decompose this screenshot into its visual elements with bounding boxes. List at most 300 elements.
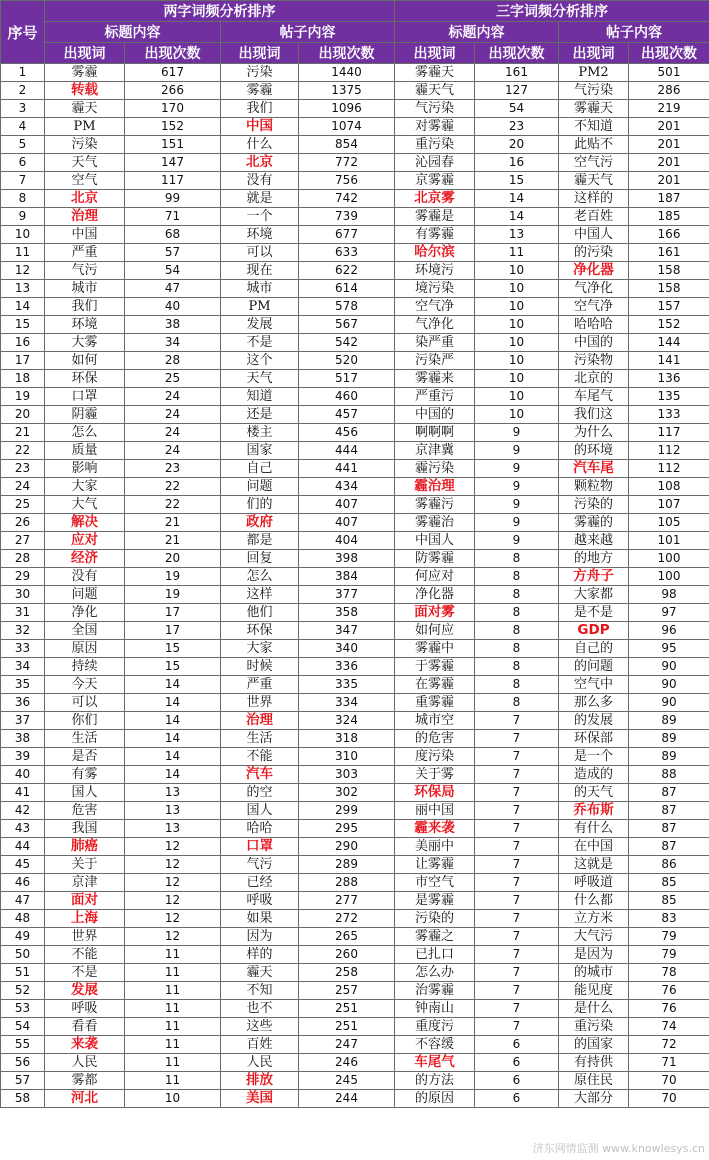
- count-cell: 334: [299, 694, 395, 712]
- table-row: [1, 82, 709, 100]
- count-cell: 100: [629, 568, 709, 586]
- word-cell: 持续: [45, 658, 125, 676]
- word-cell: 严重污: [395, 388, 475, 406]
- word-cell: 回复: [221, 550, 299, 568]
- word-cell: 城市: [45, 280, 125, 298]
- count-cell: 38: [125, 316, 221, 334]
- word-cell: 净化: [45, 604, 125, 622]
- count-cell: 22: [125, 496, 221, 514]
- word-cell: 大家: [45, 478, 125, 496]
- count-cell: 1096: [299, 100, 395, 118]
- word-cell: 车尾气: [559, 388, 629, 406]
- table-row: [1, 154, 709, 172]
- count-cell: 96: [629, 622, 709, 640]
- word-cell: 空气污: [559, 154, 629, 172]
- count-cell: 74: [629, 1018, 709, 1036]
- count-cell: 24: [125, 442, 221, 460]
- count-cell: 286: [629, 82, 709, 100]
- word-cell: 污染: [45, 136, 125, 154]
- count-cell: 97: [629, 604, 709, 622]
- count-cell: 70: [629, 1072, 709, 1090]
- table-row: [1, 226, 709, 244]
- word-cell: 哈哈哈: [559, 316, 629, 334]
- word-cell: 雾霾: [221, 82, 299, 100]
- word-cell: 原住民: [559, 1072, 629, 1090]
- seq-cell: 19: [1, 388, 45, 406]
- count-cell: 11: [125, 1000, 221, 1018]
- word-cell: 知道: [221, 388, 299, 406]
- word-cell: 重雾霾: [395, 694, 475, 712]
- count-cell: 20: [125, 550, 221, 568]
- seq-cell: 39: [1, 748, 45, 766]
- count-cell: 8: [475, 658, 559, 676]
- word-cell: 我国: [45, 820, 125, 838]
- word-cell: 就是: [221, 190, 299, 208]
- word-cell: 样的: [221, 946, 299, 964]
- count-cell: 87: [629, 838, 709, 856]
- count-cell: 318: [299, 730, 395, 748]
- count-cell: 14: [125, 748, 221, 766]
- word-cell: 你们: [45, 712, 125, 730]
- count-cell: 277: [299, 892, 395, 910]
- count-cell: 90: [629, 694, 709, 712]
- two-char-header: 两字词频分析排序: [45, 1, 395, 22]
- count-cell: 622: [299, 262, 395, 280]
- count-cell: 47: [125, 280, 221, 298]
- count-cell: 9: [475, 514, 559, 532]
- count-cell: 8: [475, 622, 559, 640]
- count-cell: 90: [629, 676, 709, 694]
- count-cell: 517: [299, 370, 395, 388]
- count-cell: 78: [629, 964, 709, 982]
- word-cell: 已经: [221, 874, 299, 892]
- word-cell: 可以: [45, 694, 125, 712]
- word-cell: 国人: [45, 784, 125, 802]
- word-cell: 雾霾污: [395, 496, 475, 514]
- count-cell: 87: [629, 802, 709, 820]
- table-row: [1, 298, 709, 316]
- seq-cell: 8: [1, 190, 45, 208]
- word-cell: 自己的: [559, 640, 629, 658]
- word-cell: 不知道: [559, 118, 629, 136]
- word-cell: 时候: [221, 658, 299, 676]
- table-row: [1, 388, 709, 406]
- count-cell: 100: [629, 550, 709, 568]
- word-header: 出现词: [395, 43, 475, 64]
- count-cell: 7: [475, 784, 559, 802]
- count-cell: 1440: [299, 64, 395, 82]
- seq-cell: 25: [1, 496, 45, 514]
- count-cell: 441: [299, 460, 395, 478]
- table-row: [1, 532, 709, 550]
- count-header: 出现次数: [299, 43, 395, 64]
- word-cell: 霾来袭: [395, 820, 475, 838]
- word-cell: 因为: [221, 928, 299, 946]
- count-cell: 24: [125, 388, 221, 406]
- table-row: [1, 658, 709, 676]
- seq-cell: 23: [1, 460, 45, 478]
- word-cell: 净化器: [395, 586, 475, 604]
- word-cell: 肺癌: [45, 838, 125, 856]
- count-cell: 11: [475, 244, 559, 262]
- seq-cell: 44: [1, 838, 45, 856]
- word-cell: 气净化: [559, 280, 629, 298]
- word-cell: 越来越: [559, 532, 629, 550]
- seq-cell: 42: [1, 802, 45, 820]
- count-cell: 7: [475, 838, 559, 856]
- seq-cell: 47: [1, 892, 45, 910]
- count-cell: 10: [475, 388, 559, 406]
- table-row: [1, 550, 709, 568]
- count-cell: 7: [475, 820, 559, 838]
- table-row: [1, 604, 709, 622]
- word-cell: 重污染: [559, 1018, 629, 1036]
- count-cell: 324: [299, 712, 395, 730]
- word-cell: 污染严: [395, 352, 475, 370]
- word-cell: 严重: [45, 244, 125, 262]
- word-cell: 都是: [221, 532, 299, 550]
- count-cell: 76: [629, 982, 709, 1000]
- count-cell: 295: [299, 820, 395, 838]
- word-cell: 是一个: [559, 748, 629, 766]
- count-cell: 14: [125, 766, 221, 784]
- word-cell: 环境: [45, 316, 125, 334]
- count-cell: 335: [299, 676, 395, 694]
- word-cell: 今天: [45, 676, 125, 694]
- count-cell: 34: [125, 334, 221, 352]
- seq-cell: 11: [1, 244, 45, 262]
- word-cell: 净化器: [559, 262, 629, 280]
- word-cell: 那么多: [559, 694, 629, 712]
- count-cell: 83: [629, 910, 709, 928]
- seq-cell: 7: [1, 172, 45, 190]
- word-cell: 什么都: [559, 892, 629, 910]
- seq-cell: 20: [1, 406, 45, 424]
- count-cell: 201: [629, 154, 709, 172]
- count-cell: 201: [629, 172, 709, 190]
- count-cell: 9: [475, 478, 559, 496]
- count-cell: 7: [475, 1018, 559, 1036]
- seq-cell: 38: [1, 730, 45, 748]
- count-cell: 68: [125, 226, 221, 244]
- word-cell: 污染: [221, 64, 299, 82]
- table-row: [1, 1054, 709, 1072]
- word-cell: 可以: [221, 244, 299, 262]
- table-row: [1, 892, 709, 910]
- word-cell: 的天气: [559, 784, 629, 802]
- table-row: [1, 874, 709, 892]
- count-cell: 107: [629, 496, 709, 514]
- count-cell: 12: [125, 928, 221, 946]
- count-cell: 57: [125, 244, 221, 262]
- seq-cell: 16: [1, 334, 45, 352]
- word-cell: 造成的: [559, 766, 629, 784]
- count-cell: 14: [125, 676, 221, 694]
- word-cell: 的空: [221, 784, 299, 802]
- seq-cell: 55: [1, 1036, 45, 1054]
- seq-cell: 26: [1, 514, 45, 532]
- three-title-content-header: 标题内容: [395, 22, 559, 43]
- count-cell: 16: [475, 154, 559, 172]
- seq-cell: 12: [1, 262, 45, 280]
- count-cell: 24: [125, 406, 221, 424]
- count-cell: 54: [475, 100, 559, 118]
- word-cell: 此贴不: [559, 136, 629, 154]
- word-cell: 中国: [221, 118, 299, 136]
- word-cell: 这就是: [559, 856, 629, 874]
- count-cell: 79: [629, 946, 709, 964]
- count-cell: 542: [299, 334, 395, 352]
- count-cell: 251: [299, 1018, 395, 1036]
- word-cell: 河北: [45, 1090, 125, 1108]
- count-cell: 266: [125, 82, 221, 100]
- seq-cell: 22: [1, 442, 45, 460]
- table-row: [1, 280, 709, 298]
- word-cell: 空气: [45, 172, 125, 190]
- count-cell: 260: [299, 946, 395, 964]
- word-cell: 乔布斯: [559, 802, 629, 820]
- count-cell: 6: [475, 1054, 559, 1072]
- count-cell: 11: [125, 1036, 221, 1054]
- word-cell: 环保: [45, 370, 125, 388]
- word-cell: PM: [45, 118, 125, 136]
- word-cell: 已扎口: [395, 946, 475, 964]
- count-cell: 12: [125, 874, 221, 892]
- count-cell: 1074: [299, 118, 395, 136]
- seq-cell: 27: [1, 532, 45, 550]
- word-cell: 环保局: [395, 784, 475, 802]
- count-cell: 15: [475, 172, 559, 190]
- word-cell: 境污染: [395, 280, 475, 298]
- count-cell: 158: [629, 280, 709, 298]
- count-cell: 457: [299, 406, 395, 424]
- count-cell: 141: [629, 352, 709, 370]
- count-cell: 201: [629, 118, 709, 136]
- word-cell: 这样的: [559, 190, 629, 208]
- word-cell: 让雾霾: [395, 856, 475, 874]
- word-cell: 环保: [221, 622, 299, 640]
- count-cell: 9: [475, 460, 559, 478]
- word-cell: 国人: [221, 802, 299, 820]
- count-cell: 10: [475, 298, 559, 316]
- word-cell: 污染的: [559, 496, 629, 514]
- word-cell: 百姓: [221, 1036, 299, 1054]
- word-cell: 气污染: [559, 82, 629, 100]
- count-cell: 633: [299, 244, 395, 262]
- word-cell: 是否: [45, 748, 125, 766]
- word-cell: 排放: [221, 1072, 299, 1090]
- word-cell: 何应对: [395, 568, 475, 586]
- count-cell: 166: [629, 226, 709, 244]
- table-row: [1, 442, 709, 460]
- count-cell: 117: [629, 424, 709, 442]
- word-cell: 应对: [45, 532, 125, 550]
- seq-cell: 24: [1, 478, 45, 496]
- word-cell: 自己: [221, 460, 299, 478]
- count-cell: 15: [125, 658, 221, 676]
- word-cell: 在中国: [559, 838, 629, 856]
- count-cell: 1375: [299, 82, 395, 100]
- word-cell: 防雾霾: [395, 550, 475, 568]
- seq-cell: 6: [1, 154, 45, 172]
- count-cell: 71: [125, 208, 221, 226]
- count-cell: 404: [299, 532, 395, 550]
- word-cell: 钟南山: [395, 1000, 475, 1018]
- word-cell: 呼吸道: [559, 874, 629, 892]
- count-cell: 10: [475, 280, 559, 298]
- word-cell: 一个: [221, 208, 299, 226]
- count-cell: 854: [299, 136, 395, 154]
- word-cell: 中国的: [395, 406, 475, 424]
- word-cell: 雾霾天: [559, 100, 629, 118]
- count-cell: 9: [475, 424, 559, 442]
- count-cell: 12: [125, 838, 221, 856]
- word-cell: 重度污: [395, 1018, 475, 1036]
- three-post-content-header: 帖子内容: [559, 22, 709, 43]
- word-cell: 有雾: [45, 766, 125, 784]
- count-cell: 6: [475, 1072, 559, 1090]
- seq-cell: 51: [1, 964, 45, 982]
- seq-cell: 41: [1, 784, 45, 802]
- count-cell: 11: [125, 1018, 221, 1036]
- word-header: 出现词: [221, 43, 299, 64]
- table-row: [1, 568, 709, 586]
- seq-cell: 4: [1, 118, 45, 136]
- count-cell: 21: [125, 532, 221, 550]
- count-cell: 24: [125, 424, 221, 442]
- word-cell: 空气净: [395, 298, 475, 316]
- table-row: [1, 838, 709, 856]
- count-cell: 8: [475, 604, 559, 622]
- count-cell: 11: [125, 964, 221, 982]
- count-cell: 7: [475, 892, 559, 910]
- table-row: [1, 316, 709, 334]
- count-cell: 15: [125, 640, 221, 658]
- table-row: [1, 118, 709, 136]
- word-cell: 城市空: [395, 712, 475, 730]
- count-cell: 151: [125, 136, 221, 154]
- word-cell: 我们: [45, 298, 125, 316]
- word-cell: 北京雾: [395, 190, 475, 208]
- count-cell: 289: [299, 856, 395, 874]
- count-cell: 95: [629, 640, 709, 658]
- count-cell: 9: [475, 496, 559, 514]
- word-cell: 面对雾: [395, 604, 475, 622]
- word-cell: 问题: [45, 586, 125, 604]
- table-row: [1, 1018, 709, 1036]
- word-cell: 霾治理: [395, 478, 475, 496]
- word-cell: 于雾霾: [395, 658, 475, 676]
- word-cell: 雾霾是: [395, 208, 475, 226]
- table-row: [1, 820, 709, 838]
- word-cell: 北京: [45, 190, 125, 208]
- count-cell: 358: [299, 604, 395, 622]
- count-cell: 23: [475, 118, 559, 136]
- word-cell: 雾霾治: [395, 514, 475, 532]
- word-cell: 雾霾天: [395, 64, 475, 82]
- word-cell: 原因: [45, 640, 125, 658]
- count-cell: 90: [629, 658, 709, 676]
- word-cell: 治雾霾: [395, 982, 475, 1000]
- count-cell: 7: [475, 730, 559, 748]
- word-cell: 啊啊啊: [395, 424, 475, 442]
- word-cell: 来袭: [45, 1036, 125, 1054]
- table-row: [1, 100, 709, 118]
- count-cell: 6: [475, 1090, 559, 1108]
- word-cell: 中国: [45, 226, 125, 244]
- count-cell: 384: [299, 568, 395, 586]
- word-cell: 雾霾中: [395, 640, 475, 658]
- seq-cell: 10: [1, 226, 45, 244]
- word-cell: 美国: [221, 1090, 299, 1108]
- count-cell: 25: [125, 370, 221, 388]
- word-cell: 的环境: [559, 442, 629, 460]
- word-cell: 解决: [45, 514, 125, 532]
- count-cell: 117: [125, 172, 221, 190]
- word-cell: 北京的: [559, 370, 629, 388]
- word-cell: 他们: [221, 604, 299, 622]
- count-cell: 152: [629, 316, 709, 334]
- word-header: 出现词: [45, 43, 125, 64]
- count-header: 出现次数: [629, 43, 709, 64]
- word-cell: 不是: [45, 964, 125, 982]
- word-cell: 霾天: [221, 964, 299, 982]
- count-cell: 7: [475, 928, 559, 946]
- word-cell: 空气净: [559, 298, 629, 316]
- count-cell: 144: [629, 334, 709, 352]
- seq-cell: 53: [1, 1000, 45, 1018]
- count-cell: 13: [125, 820, 221, 838]
- table-row: [1, 982, 709, 1000]
- table-row: [1, 910, 709, 928]
- count-cell: 133: [629, 406, 709, 424]
- count-cell: 7: [475, 982, 559, 1000]
- word-cell: 关于: [45, 856, 125, 874]
- word-cell: 们的: [221, 496, 299, 514]
- word-cell: 对雾霾: [395, 118, 475, 136]
- count-cell: 54: [125, 262, 221, 280]
- word-cell: 人民: [45, 1054, 125, 1072]
- count-cell: 158: [629, 262, 709, 280]
- count-cell: 40: [125, 298, 221, 316]
- word-cell: 空气中: [559, 676, 629, 694]
- count-cell: 136: [629, 370, 709, 388]
- count-cell: 112: [629, 460, 709, 478]
- count-cell: 108: [629, 478, 709, 496]
- count-cell: 87: [629, 820, 709, 838]
- table-row: [1, 1090, 709, 1108]
- word-cell: 霾污染: [395, 460, 475, 478]
- table-row: [1, 190, 709, 208]
- seq-cell: 48: [1, 910, 45, 928]
- count-cell: 14: [475, 190, 559, 208]
- table-row: [1, 352, 709, 370]
- table-row: [1, 784, 709, 802]
- word-cell: 大家都: [559, 586, 629, 604]
- word-cell: 不知: [221, 982, 299, 1000]
- word-cell: 看看: [45, 1018, 125, 1036]
- table-row: [1, 514, 709, 532]
- count-cell: 10: [125, 1090, 221, 1108]
- count-cell: 8: [475, 550, 559, 568]
- count-cell: 161: [629, 244, 709, 262]
- table-row: [1, 676, 709, 694]
- seq-cell: 9: [1, 208, 45, 226]
- word-cell: 问题: [221, 478, 299, 496]
- word-cell: 国家: [221, 442, 299, 460]
- word-cell: 沁园春: [395, 154, 475, 172]
- count-cell: 10: [475, 406, 559, 424]
